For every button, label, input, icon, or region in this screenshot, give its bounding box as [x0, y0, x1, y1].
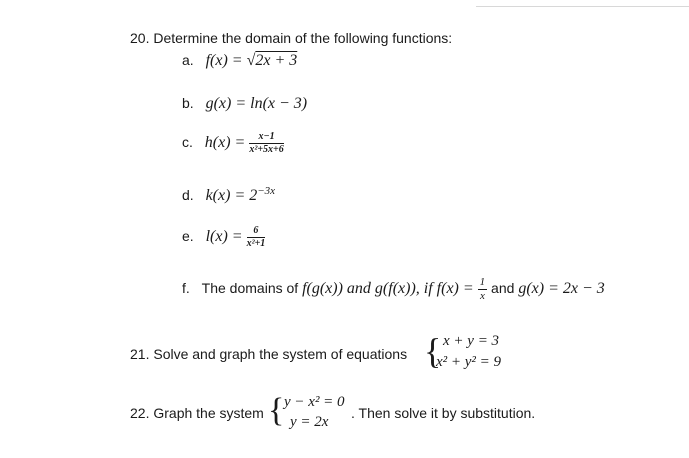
item-a [182, 52, 297, 70]
system-21-eq1: x + y = 3 [443, 333, 500, 349]
function-g: g(x) = ln(x − 3) [205, 95, 308, 112]
item-e [182, 226, 265, 249]
function-h-lhs: h(x) = [204, 134, 250, 152]
fraction [478, 277, 488, 302]
item-f-prefix: The domains of [201, 280, 303, 297]
item-b [182, 95, 307, 113]
fraction [247, 226, 266, 249]
left-brace: { [424, 331, 442, 371]
item-d [182, 185, 275, 205]
function-g-def: g(x) = 2x − 3 [518, 280, 605, 298]
item-c [182, 132, 284, 155]
numerator: x−1 [249, 132, 283, 144]
problem-20-header: 20. Determine the domain of the following functions: [130, 30, 453, 46]
system-22-eq2: y = 2x [290, 414, 329, 430]
denominator: x²+1 [246, 238, 266, 249]
denominator: x²+5x+6 [249, 144, 284, 155]
system-22-eq1: y − x² = 0 [284, 394, 345, 410]
numerator: 1 [479, 276, 486, 288]
problem-21-text: 21. Solve and graph the system of equations [130, 346, 408, 362]
item-letter: c. [182, 134, 193, 151]
item-letter: b. [182, 95, 194, 111]
and-text: and [487, 280, 519, 297]
system-21-eq2: x² + y² = 9 [436, 354, 502, 370]
sqrt-sign: √ [246, 52, 256, 69]
item-letter: a. [182, 52, 194, 68]
item-f [182, 277, 605, 302]
item-letter: e. [182, 228, 194, 245]
left-brace: { [268, 392, 285, 429]
function-f-lhs: f(x) = [205, 52, 247, 69]
numerator: 6 [247, 226, 266, 238]
radicand: 2x + 3 [255, 52, 298, 69]
fraction [249, 132, 283, 155]
composition-expression: f(g(x)) and g(f(x)), if f(x) = [302, 280, 478, 298]
exponent: −3x [257, 185, 276, 197]
problem-22-text: 22. Graph the system [130, 405, 264, 421]
page-edge-ruler [476, 0, 689, 7]
item-letter: f. [182, 280, 190, 297]
item-letter: d. [182, 187, 194, 203]
problem-22-instruction: . Then solve it by substitution. [351, 405, 536, 421]
function-k: k(x) = 2 [205, 187, 258, 204]
function-l-lhs: l(x) = [205, 228, 247, 246]
denominator: x [479, 290, 485, 302]
